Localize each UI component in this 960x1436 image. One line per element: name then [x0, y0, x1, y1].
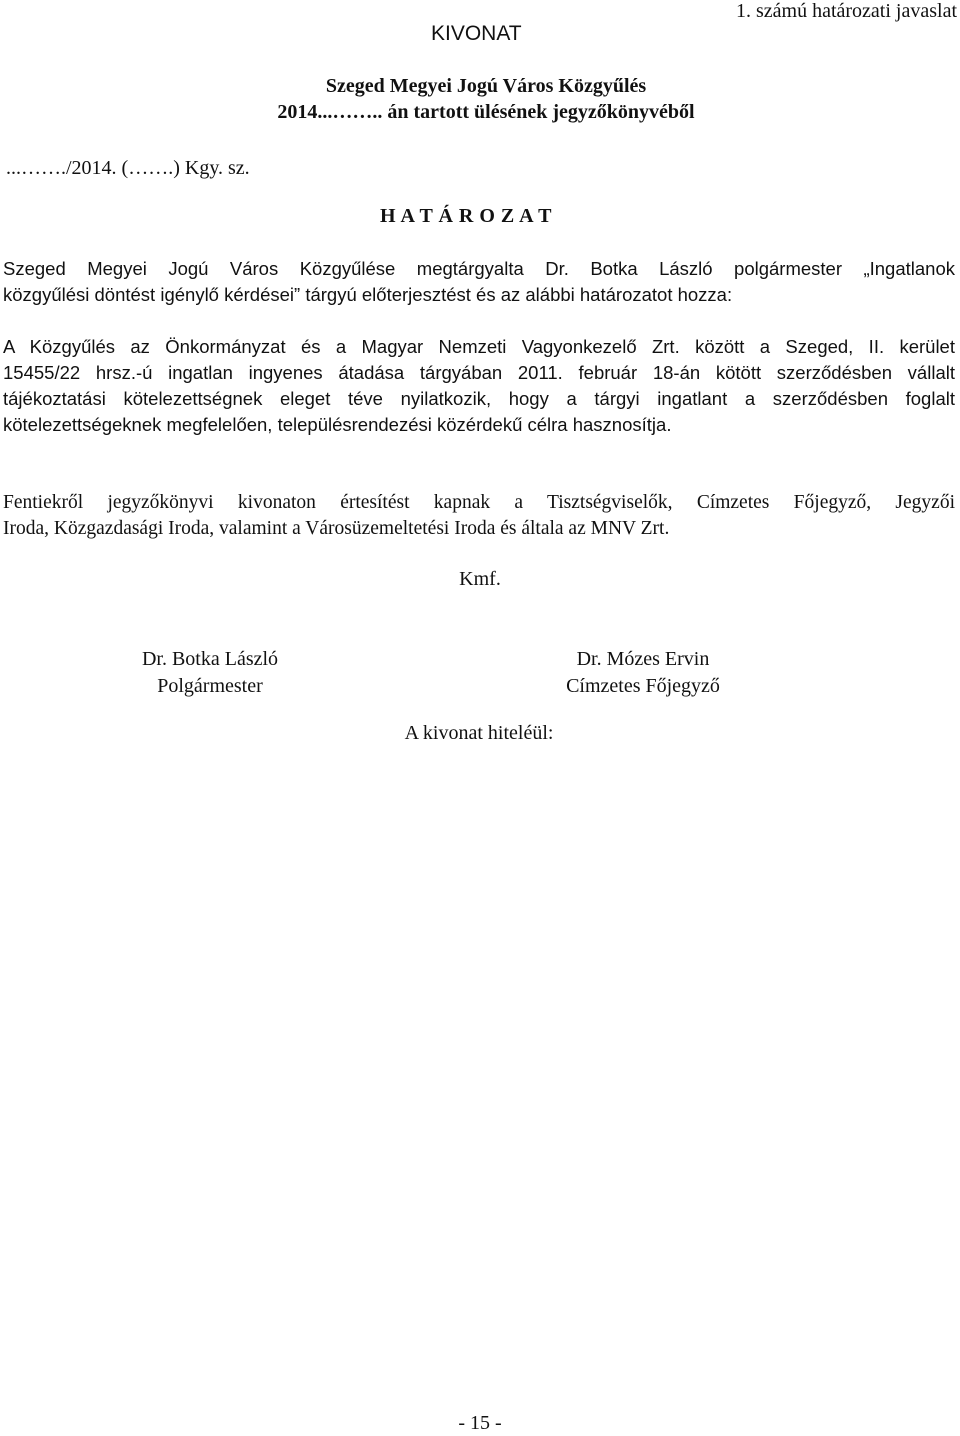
- page-number: - 15 -: [458, 1412, 502, 1434]
- document-type-heading: KIVONAT: [431, 22, 522, 45]
- resolution-heading: H A T Á R O Z A T: [380, 205, 552, 227]
- decision-line: 15455/22 hrsz.-ú ingatlan ingyenes átadása tárgyában 2011. február 18-án kötött szerződésben vállalt: [3, 362, 955, 383]
- notification-paragraph: [3, 490, 955, 542]
- resolution-number: ...……./2014. (…….) Kgy. sz.: [6, 157, 250, 179]
- intro-line: Szeged Megyei Jogú Város Közgyűlése megtárgyalta Dr. Botka László polgármester „Ingatlanok: [3, 258, 955, 279]
- decision-line: kötelezettségeknek megfelelően, településrendezési közérdekű célra hasznosítja.: [3, 414, 672, 435]
- decision-line: A Közgyűlés az Önkormányzat és a Magyar Nemzeti Vagyonkezelő Zrt. között a Szeged, II. kerület: [3, 336, 955, 357]
- notification-line: Fentiekről jegyzőkönyvi kivonaton értesítést kapnak a Tisztségviselők, Címzetes Főjegyző, Jegyzői: [3, 492, 955, 513]
- intro-paragraph: [3, 256, 955, 308]
- decision-paragraph: [3, 334, 955, 438]
- decision-line: tájékoztatási kötelezettségnek eleget téve nyilatkozik, hogy a tárgyi ingatlant a szerződésben foglalt: [3, 388, 955, 409]
- intro-line: közgyűlési döntést igénylő kérdései” tárgyú előterjesztést és az alábbi határozatot hozza:: [3, 284, 733, 305]
- certification-label: A kivonat hiteléül:: [404, 722, 554, 744]
- proposal-number-label: 1. számú határozati javaslat: [735, 0, 957, 22]
- signatory-name: Dr. Mózes Ervin: [576, 648, 710, 670]
- signature-block-notary: [543, 646, 743, 700]
- signature-block-mayor: [110, 646, 310, 700]
- signatory-title: Címzetes Főjegyző: [566, 675, 720, 697]
- kmf-label: Kmf.: [459, 568, 501, 590]
- assembly-title: Szeged Megyei Jogú Város Közgyűlés: [325, 75, 647, 97]
- signatory-name: Dr. Botka László: [141, 648, 279, 670]
- notification-line: Iroda, Közgazdasági Iroda, valamint a Városüzemeltetési Iroda és általa az MNV Zrt.: [3, 518, 670, 539]
- meeting-minutes-subtitle: 2014...…….. án tartott ülésének jegyzőkönyvéből: [277, 101, 695, 123]
- signatory-title: Polgármester: [157, 675, 263, 697]
